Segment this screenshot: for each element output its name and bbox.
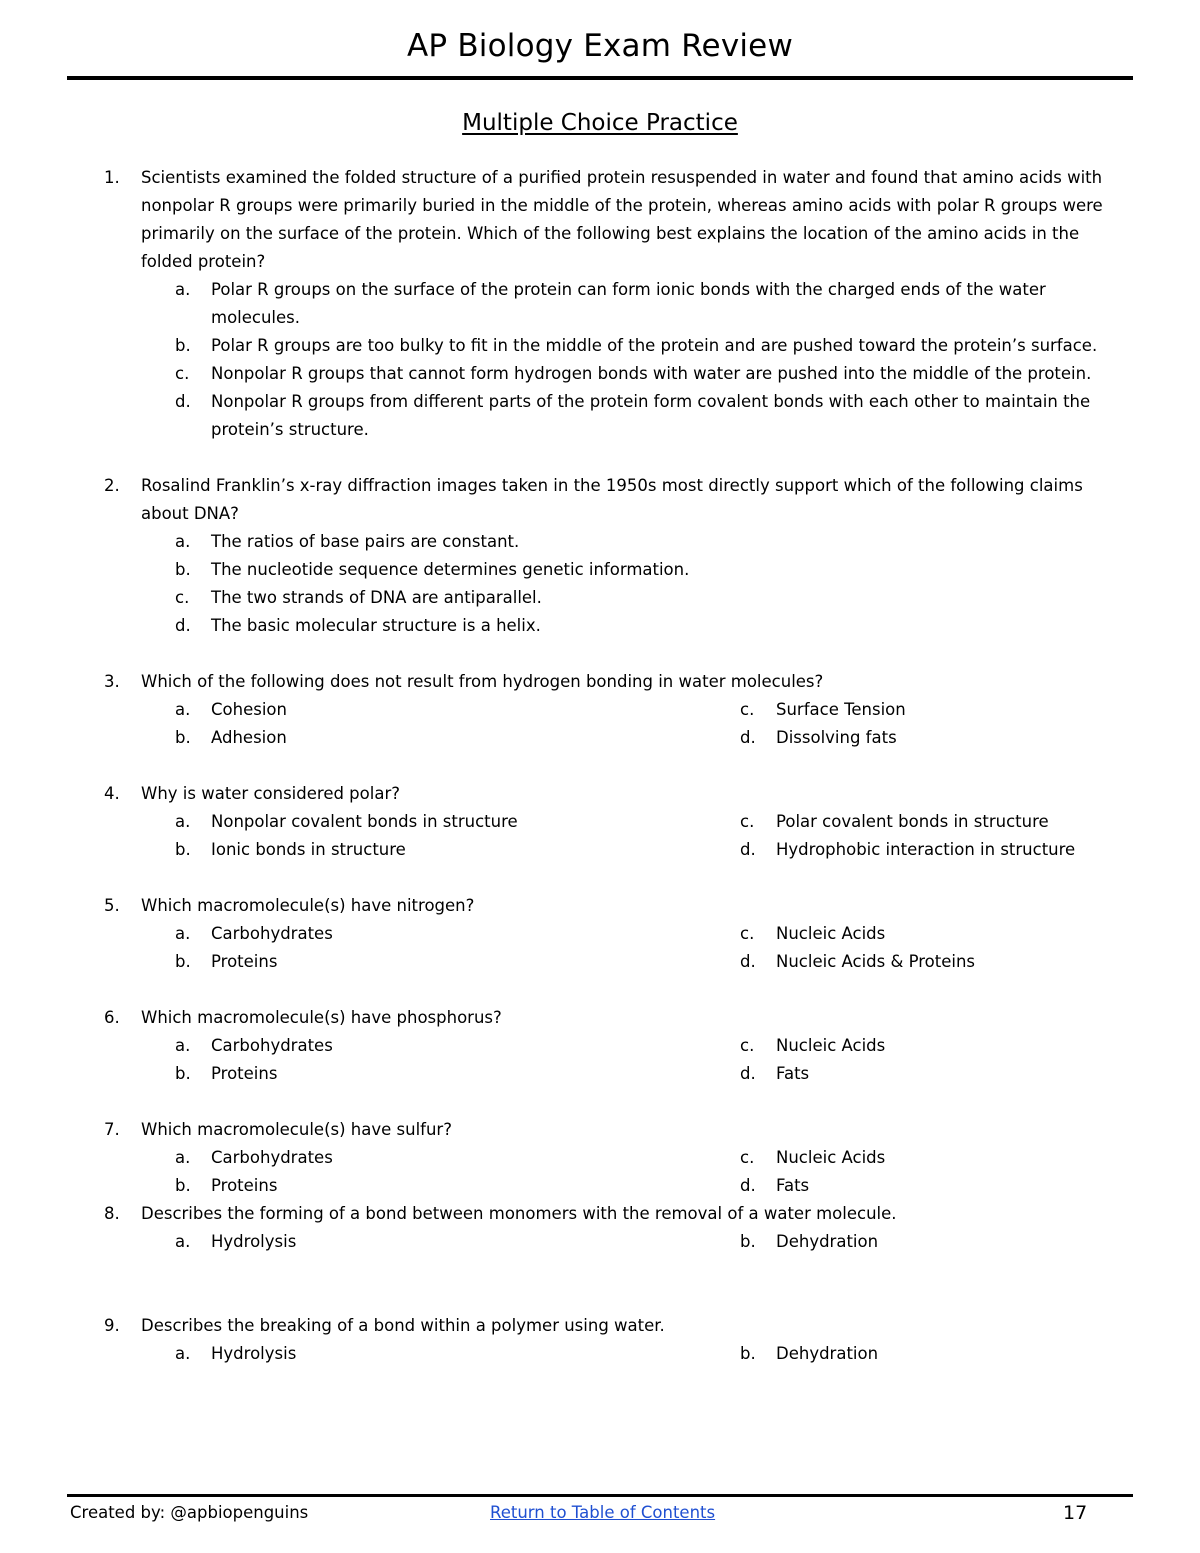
question-number: 3. — [104, 672, 120, 691]
option-letter: c. — [175, 588, 190, 607]
option-text: Adhesion — [211, 728, 287, 747]
question-number: 6. — [104, 1008, 120, 1027]
option-letter: a. — [175, 812, 191, 831]
option-letter: b. — [175, 1064, 191, 1083]
answer-option — [175, 556, 1131, 584]
option-letter: b. — [740, 1344, 756, 1363]
option-text: Nucleic Acids — [776, 1036, 886, 1055]
answer-grid — [0, 696, 1200, 752]
answer-option — [740, 836, 1076, 864]
option-text: Carbohydrates — [211, 1036, 333, 1055]
option-text: The two strands of DNA are antiparallel. — [211, 588, 542, 607]
answer-option — [175, 808, 518, 836]
answer-grid — [0, 1228, 1200, 1256]
option-text: Ionic bonds in structure — [211, 840, 406, 859]
option-text: Nucleic Acids — [776, 924, 886, 943]
option-text: Proteins — [211, 1064, 278, 1083]
option-letter: b. — [175, 840, 191, 859]
option-text: Polar R groups are too bulky to fit in the middle of the protein and are pushed toward the protein’s surface. — [211, 336, 1098, 355]
question-text: Scientists examined the folded structure of a purified protein resuspended in water and found that amino acids with nonpolar R groups were primarily buried in the middle of the protein, whereas amino acids with polar R groups were primarily on the surface of the protein. Which of the following best explains the location of the amino acids in the folded protein? — [141, 168, 1103, 271]
option-text: Nonpolar R groups that cannot form hydrogen bonds with water are pushed into the middle of the protein. — [211, 364, 1092, 383]
option-letter: d. — [175, 616, 191, 635]
answer-option — [175, 360, 1131, 388]
question-2 — [0, 472, 1200, 640]
option-text: Nucleic Acids — [776, 1148, 886, 1167]
answer-option — [740, 920, 886, 948]
answer-option — [175, 920, 333, 948]
option-text: Fats — [776, 1176, 810, 1195]
option-letter: c. — [740, 924, 755, 943]
answer-option — [175, 612, 1131, 640]
answer-grid — [0, 1032, 1200, 1088]
answer-grid — [0, 808, 1200, 864]
option-text: Polar R groups on the surface of the protein can form ionic bonds with the charged ends of the water molecules. — [211, 280, 1046, 327]
answer-option — [740, 1340, 879, 1368]
option-letter: c. — [740, 812, 755, 831]
question-text: Why is water considered polar? — [141, 784, 400, 803]
option-text: Hydrolysis — [211, 1344, 297, 1363]
option-letter: c. — [175, 364, 190, 383]
answer-grid — [0, 1340, 1200, 1368]
question-text: Which macromolecule(s) have phosphorus? — [141, 1008, 502, 1027]
option-text: Proteins — [211, 1176, 278, 1195]
question-number: 5. — [104, 896, 120, 915]
page-number: 17 — [1063, 1502, 1088, 1524]
answer-option — [175, 584, 1131, 612]
option-text: The basic molecular structure is a helix. — [211, 616, 541, 635]
option-text: Fats — [776, 1064, 810, 1083]
option-text: Hydrolysis — [211, 1232, 297, 1251]
answer-option — [740, 1060, 810, 1088]
answer-option — [740, 948, 976, 976]
option-text: Surface Tension — [776, 700, 906, 719]
option-letter: a. — [175, 924, 191, 943]
question-4 — [0, 780, 1200, 864]
option-text: The ratios of base pairs are constant. — [211, 532, 520, 551]
option-letter: c. — [740, 1036, 755, 1055]
question-6 — [0, 1004, 1200, 1088]
question-text: Which macromolecule(s) have nitrogen? — [141, 896, 475, 915]
question-3 — [0, 668, 1200, 752]
answer-option — [740, 1228, 879, 1256]
answer-grid — [0, 1144, 1200, 1200]
answer-option — [175, 836, 406, 864]
answer-option — [175, 1340, 297, 1368]
question-text: Describes the breaking of a bond within a polymer using water. — [141, 1316, 665, 1335]
answer-option — [740, 696, 906, 724]
question-number: 7. — [104, 1120, 120, 1139]
question-text: Rosalind Franklin’s x-ray diffraction images taken in the 1950s most directly support which of the following claims about DNA? — [141, 476, 1083, 523]
option-letter: b. — [175, 560, 191, 579]
answer-option — [175, 1228, 297, 1256]
header-divider — [67, 76, 1133, 80]
question-number: 1. — [104, 168, 120, 187]
table-of-contents-link[interactable]: Return to Table of Contents — [490, 1503, 716, 1522]
option-text: Carbohydrates — [211, 924, 333, 943]
answer-option — [740, 724, 897, 752]
answer-option — [740, 808, 1049, 836]
section-heading: Multiple Choice Practice — [462, 110, 738, 136]
answer-option — [175, 1032, 333, 1060]
answer-option — [175, 948, 278, 976]
option-text: Cohesion — [211, 700, 287, 719]
option-letter: d. — [740, 840, 756, 859]
answer-option — [740, 1172, 810, 1200]
option-letter: a. — [175, 532, 191, 551]
question-7 — [0, 1116, 1200, 1200]
option-letter: d. — [740, 952, 756, 971]
question-list — [0, 164, 1200, 1368]
option-letter: d. — [740, 728, 756, 747]
option-letter: c. — [740, 1148, 755, 1167]
answer-list — [0, 528, 1200, 640]
option-letter: d. — [740, 1064, 756, 1083]
option-letter: b. — [740, 1232, 756, 1251]
answer-option — [175, 696, 287, 724]
footer-credit: Created by: @apbiopenguins — [70, 1503, 309, 1522]
option-letter: b. — [175, 1176, 191, 1195]
question-number: 8. — [104, 1204, 120, 1223]
answer-option — [175, 528, 1131, 556]
answer-option — [175, 276, 1131, 332]
answer-option — [175, 1060, 278, 1088]
option-letter: a. — [175, 280, 191, 299]
option-letter: a. — [175, 1232, 191, 1251]
answer-option — [175, 388, 1131, 444]
answer-grid — [0, 920, 1200, 976]
question-5 — [0, 892, 1200, 976]
question-1 — [0, 164, 1200, 444]
option-text: Proteins — [211, 952, 278, 971]
question-text: Which macromolecule(s) have sulfur? — [141, 1120, 452, 1139]
answer-option — [175, 724, 287, 752]
option-letter: b. — [175, 952, 191, 971]
option-text: Hydrophobic interaction in structure — [776, 840, 1076, 859]
answer-option — [740, 1032, 886, 1060]
option-text: Carbohydrates — [211, 1148, 333, 1167]
answer-option — [175, 1172, 278, 1200]
page-title: AP Biology Exam Review — [406, 28, 794, 64]
footer-divider — [67, 1494, 1133, 1497]
option-text: Dehydration — [776, 1232, 879, 1251]
option-text: Nonpolar R groups from different parts of the protein form covalent bonds with each other to maintain the protein’s structure. — [211, 392, 1091, 439]
option-text: Nucleic Acids & Proteins — [776, 952, 976, 971]
question-9 — [0, 1312, 1200, 1368]
question-text: Describes the forming of a bond between monomers with the removal of a water molecule. — [141, 1204, 897, 1223]
question-8 — [0, 1200, 1200, 1256]
option-letter: a. — [175, 1036, 191, 1055]
option-text: Dissolving fats — [776, 728, 897, 747]
option-letter: c. — [740, 700, 755, 719]
option-letter: a. — [175, 1148, 191, 1167]
answer-option — [175, 332, 1131, 360]
option-letter: b. — [175, 728, 191, 747]
question-number: 4. — [104, 784, 120, 803]
answer-list — [0, 276, 1200, 444]
option-text: Dehydration — [776, 1344, 879, 1363]
answer-option — [175, 1144, 333, 1172]
option-letter: d. — [175, 392, 191, 411]
answer-option — [740, 1144, 886, 1172]
option-letter: b. — [175, 336, 191, 355]
option-letter: d. — [740, 1176, 756, 1195]
question-number: 9. — [104, 1316, 120, 1335]
option-letter: a. — [175, 700, 191, 719]
question-text: Which of the following does not result from hydrogen bonding in water molecules? — [141, 672, 824, 691]
question-number: 2. — [104, 476, 120, 495]
option-text: Nonpolar covalent bonds in structure — [211, 812, 518, 831]
option-letter: a. — [175, 1344, 191, 1363]
option-text: Polar covalent bonds in structure — [776, 812, 1049, 831]
option-text: The nucleotide sequence determines genetic information. — [211, 560, 690, 579]
